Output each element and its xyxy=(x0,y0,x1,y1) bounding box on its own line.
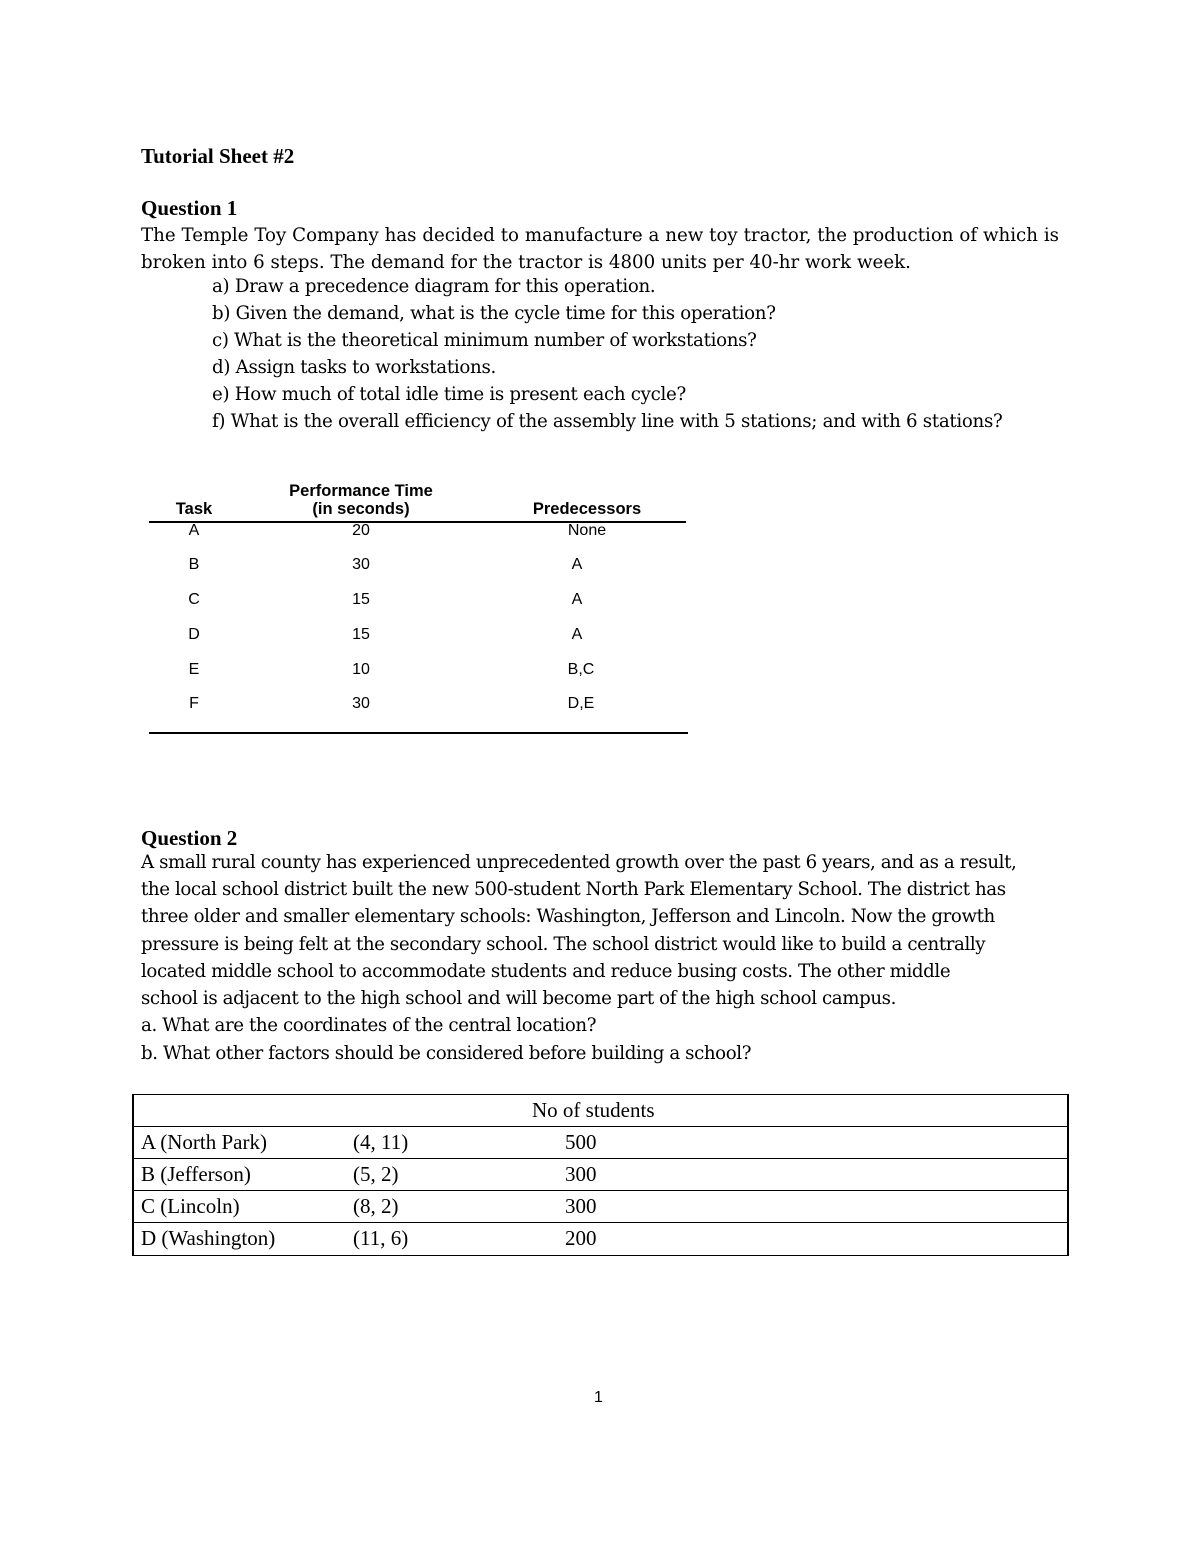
page-number: 1 xyxy=(594,1389,603,1406)
question-2-heading: Question 2 xyxy=(141,826,238,850)
predecessor-cell: D,E xyxy=(567,695,595,712)
coordinates-cell: (4, 11) xyxy=(353,1130,409,1154)
task-cell: C xyxy=(188,591,200,608)
question-1-item-e: e) How much of total idle time is present each cycle? xyxy=(212,384,686,405)
question-1-item-d: d) Assign tasks to workstations. xyxy=(212,357,496,378)
question-2-line: the local school district built the new 500-student North Park Elementary School. The district has xyxy=(141,879,1006,900)
document-title: Tutorial Sheet #2 xyxy=(141,144,295,168)
school-cell: A (North Park) xyxy=(141,1130,267,1154)
question-2-line: A small rural county has experienced unprecedented growth over the past 6 years, and as a result, xyxy=(141,852,1017,873)
school-location-table xyxy=(132,1094,1069,1256)
time-cell: 30 xyxy=(352,556,370,573)
predecessor-cell: A xyxy=(571,591,583,608)
time-cell: 10 xyxy=(352,661,370,678)
performance-time-header-line1: Performance Time xyxy=(289,482,433,500)
task-cell: E xyxy=(188,661,200,678)
predecessor-cell: A xyxy=(571,556,583,573)
predecessor-cell: B,C xyxy=(567,661,595,678)
students-cell: 200 xyxy=(565,1226,597,1250)
task-cell: A xyxy=(188,522,200,539)
time-cell: 20 xyxy=(352,522,370,539)
task-cell: F xyxy=(189,695,199,712)
table-row xyxy=(132,1126,1069,1159)
table-bottom-rule xyxy=(149,732,688,734)
predecessor-cell: A xyxy=(571,626,583,643)
students-cell: 300 xyxy=(565,1162,597,1186)
table-row xyxy=(132,1158,1069,1191)
school-cell: B (Jefferson) xyxy=(141,1162,251,1186)
coordinates-cell: (11, 6) xyxy=(353,1226,409,1250)
school-cell: D (Washington) xyxy=(141,1226,276,1250)
predecessor-cell: None xyxy=(567,522,607,539)
table-row xyxy=(132,1190,1069,1223)
coordinates-cell: (5, 2) xyxy=(353,1162,399,1186)
question-1-intro: The Temple Toy Company has decided to manufacture a new toy tractor, the production of which is broken into 6 steps. The demand for the tractor is 4800 units per 40-hr work week. xyxy=(141,225,1059,273)
students-header: No of students xyxy=(532,1098,655,1122)
students-cell: 300 xyxy=(565,1194,597,1218)
question-2-line: three older and smaller elementary schools: Washington, Jefferson and Lincoln. Now the growth xyxy=(141,906,995,927)
time-cell: 15 xyxy=(352,626,370,643)
table-row xyxy=(132,1222,1069,1256)
question-2-line: school is adjacent to the high school and will become part of the high school campus. xyxy=(141,988,896,1009)
coordinates-cell: (8, 2) xyxy=(353,1194,399,1218)
predecessors-header: Predecessors xyxy=(532,500,642,518)
question-2-item-b: b. What other factors should be considered before building a school? xyxy=(141,1043,752,1064)
question-2-line: located middle school to accommodate students and reduce busing costs. The other middle xyxy=(141,961,951,982)
table-header-row xyxy=(132,1094,1069,1127)
question-2-line: pressure is being felt at the secondary school. The school district would like to build a centrally xyxy=(141,934,986,955)
task-cell: B xyxy=(188,556,200,573)
time-cell: 15 xyxy=(352,591,370,608)
task-header: Task xyxy=(175,500,213,518)
question-1-item-f: f) What is the overall efficiency of the assembly line with 5 stations; and with 6 stations? xyxy=(212,411,1003,432)
task-cell: D xyxy=(188,626,200,643)
question-1-item-a: a) Draw a precedence diagram for this operation. xyxy=(212,276,656,297)
question-1-item-b: b) Given the demand, what is the cycle time for this operation? xyxy=(212,303,776,324)
question-1-item-c: c) What is the theoretical minimum number of workstations? xyxy=(212,330,757,351)
students-cell: 500 xyxy=(565,1130,597,1154)
question-1-heading: Question 1 xyxy=(141,196,238,220)
time-cell: 30 xyxy=(352,695,370,712)
question-2-item-a: a. What are the coordinates of the central location? xyxy=(141,1015,597,1036)
performance-time-header-line2: (in seconds) xyxy=(312,500,410,518)
school-cell: C (Lincoln) xyxy=(141,1194,240,1218)
